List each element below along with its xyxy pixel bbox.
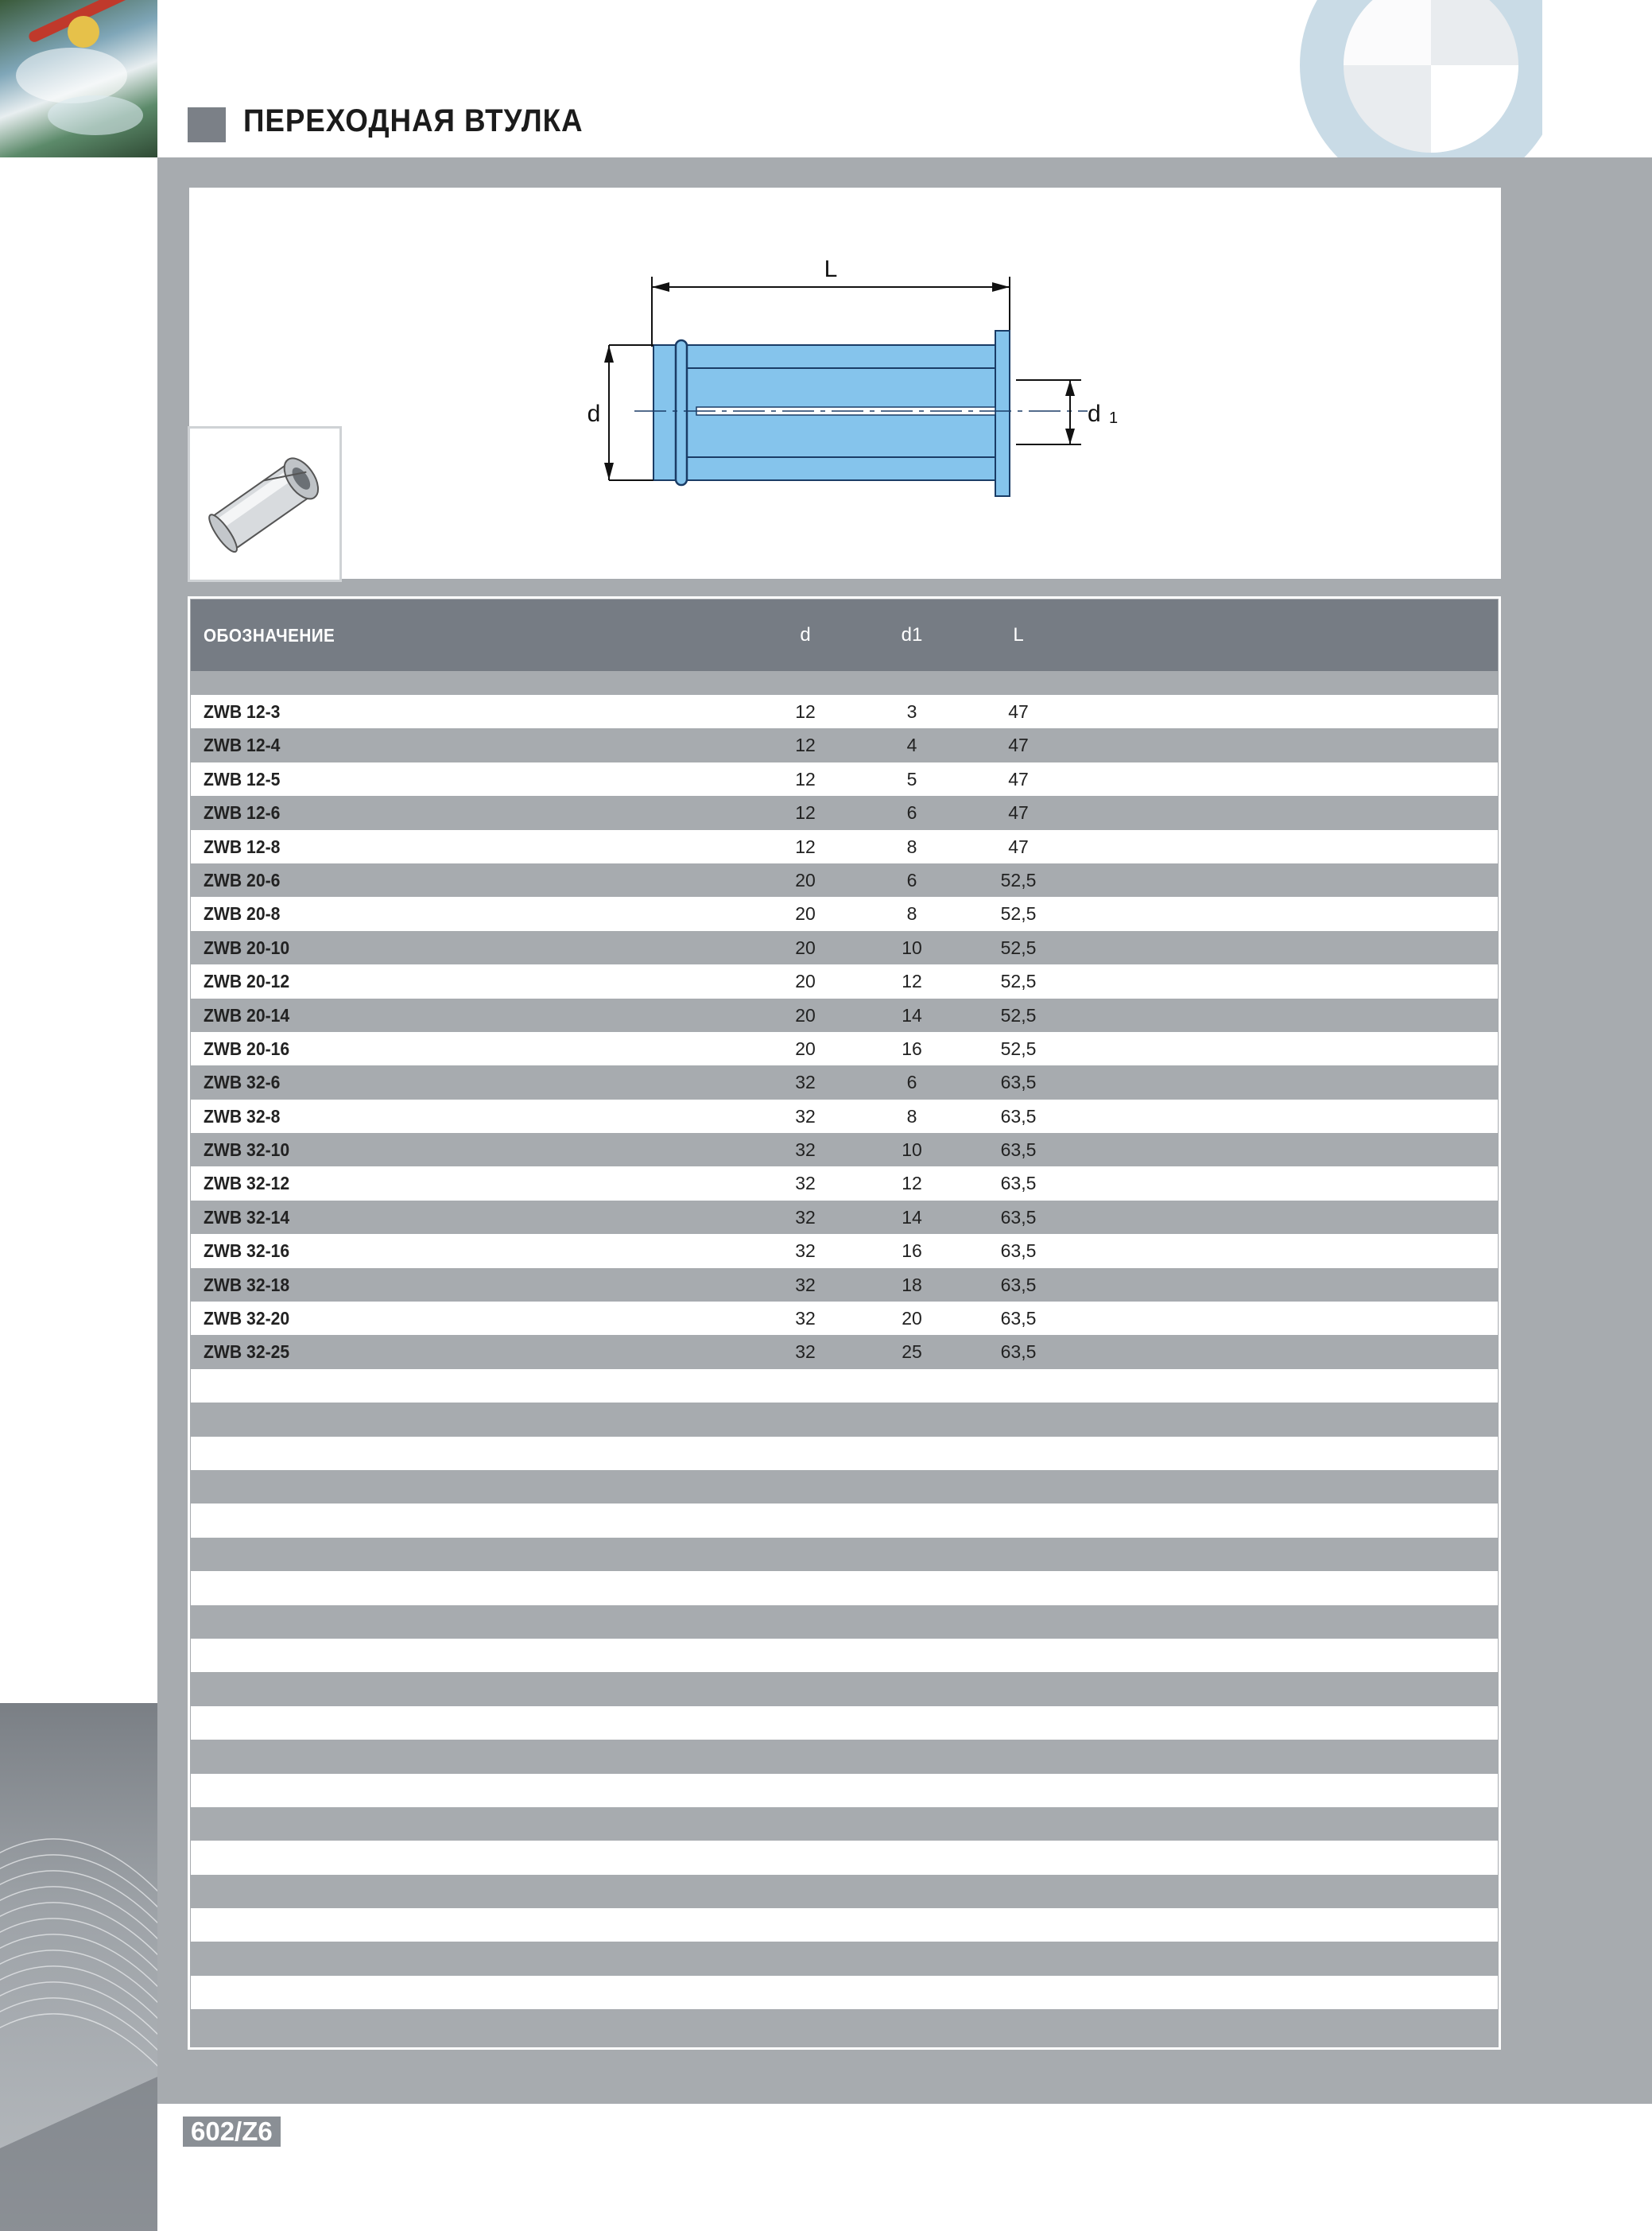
cell-d1: 6	[906, 802, 917, 824]
cell-L: 47	[1008, 836, 1029, 857]
cell-L: 63,5	[1000, 1308, 1037, 1329]
table-row	[191, 1234, 1498, 1267]
table-row	[191, 1100, 1498, 1133]
cell-d1: 14	[902, 1004, 922, 1026]
header-logo-graphic	[1280, 0, 1542, 157]
cell-d1: 25	[902, 1341, 922, 1363]
cell-designation: ZWB 20-16	[204, 1038, 290, 1059]
cell-designation: ZWB 20-10	[204, 937, 290, 958]
table-row	[191, 1942, 1498, 1975]
table-row	[191, 1470, 1498, 1504]
cell-L: 63,5	[1000, 1274, 1037, 1295]
header-square-marker	[188, 107, 226, 142]
cell-d: 12	[795, 836, 816, 857]
cell-designation: ZWB 32-20	[204, 1308, 290, 1329]
table-row	[191, 1335, 1498, 1368]
table-row	[191, 1032, 1498, 1065]
cell-d1: 5	[906, 768, 917, 790]
table-row	[191, 1605, 1498, 1639]
cell-d1: 18	[902, 1274, 922, 1295]
cell-L: 47	[1008, 701, 1029, 722]
cell-designation: ZWB 12-4	[204, 735, 281, 756]
cell-d1: 10	[902, 1139, 922, 1161]
cell-L: 63,5	[1000, 1341, 1037, 1363]
cell-d: 20	[795, 937, 816, 958]
spec-table-header	[191, 599, 1498, 671]
cell-L: 63,5	[1000, 1139, 1037, 1161]
label-d: d	[587, 401, 601, 427]
table-row	[191, 1133, 1498, 1166]
cell-d1: 4	[906, 735, 917, 756]
cell-L: 47	[1008, 768, 1029, 790]
cell-L: 47	[1008, 802, 1029, 824]
cell-d: 32	[795, 1206, 816, 1228]
table-row	[191, 1807, 1498, 1841]
table-row	[191, 999, 1498, 1032]
table-row	[191, 796, 1498, 829]
table-row	[191, 1504, 1498, 1537]
cell-designation: ZWB 20-8	[204, 903, 281, 925]
cell-L: 52,5	[1000, 869, 1037, 890]
cell-designation: ZWB 20-6	[204, 869, 281, 890]
cell-designation: ZWB 32-12	[204, 1173, 290, 1194]
cell-d1: 14	[902, 1206, 922, 1228]
cell-L: 52,5	[1000, 1004, 1037, 1026]
cell-d1: 8	[906, 836, 917, 857]
table-row	[191, 1166, 1498, 1200]
table-row	[191, 863, 1498, 897]
cell-L: 63,5	[1000, 1072, 1037, 1093]
cell-d1: 20	[902, 1308, 922, 1329]
cell-d1: 6	[906, 1072, 917, 1093]
cell-L: 63,5	[1000, 1105, 1037, 1127]
cell-d: 32	[795, 1274, 816, 1295]
cell-d1: 12	[902, 971, 922, 992]
technical-drawing	[189, 188, 1501, 579]
column-header-d: d	[800, 624, 811, 646]
table-row	[191, 1875, 1498, 1908]
cell-designation: ZWB 32-25	[204, 1341, 290, 1363]
cell-L: 52,5	[1000, 903, 1037, 925]
table-row	[191, 1437, 1498, 1470]
table-row	[191, 1201, 1498, 1234]
table-row	[191, 1403, 1498, 1436]
cell-designation: ZWB 20-12	[204, 971, 290, 992]
table-row	[191, 1268, 1498, 1302]
cell-L: 63,5	[1000, 1240, 1037, 1262]
cell-L: 52,5	[1000, 1038, 1037, 1059]
cell-d: 12	[795, 768, 816, 790]
cell-designation: ZWB 12-6	[204, 802, 281, 824]
table-row	[191, 1672, 1498, 1705]
table-row	[191, 1908, 1498, 1942]
cell-d: 32	[795, 1139, 816, 1161]
table-row	[191, 964, 1498, 998]
cell-d: 32	[795, 1308, 816, 1329]
table-row	[191, 2009, 1498, 2043]
page-title: ПЕРЕХОДНАЯ ВТУЛКА	[243, 103, 584, 138]
cell-d1: 3	[906, 701, 917, 722]
cell-L: 47	[1008, 735, 1029, 756]
spec-table-body	[191, 695, 1498, 2043]
cell-d1: 16	[902, 1038, 922, 1059]
cell-d1: 12	[902, 1173, 922, 1194]
cell-designation: ZWB 12-3	[204, 701, 281, 722]
cell-L: 52,5	[1000, 971, 1037, 992]
cell-designation: ZWB 32-14	[204, 1206, 290, 1228]
table-row	[191, 1774, 1498, 1807]
page-number: 602/Z6	[183, 2117, 281, 2147]
cell-d1: 16	[902, 1240, 922, 1262]
cell-designation: ZWB 32-16	[204, 1240, 290, 1262]
cell-designation: ZWB 12-8	[204, 836, 281, 857]
cell-designation: ZWB 32-10	[204, 1139, 290, 1161]
table-row	[191, 1976, 1498, 2009]
column-header-d1: d1	[901, 624, 923, 646]
table-row	[191, 728, 1498, 762]
cell-d: 20	[795, 869, 816, 890]
table-row	[191, 762, 1498, 796]
cell-d: 12	[795, 802, 816, 824]
table-row	[191, 1740, 1498, 1773]
table-row	[191, 931, 1498, 964]
cell-L: 52,5	[1000, 937, 1037, 958]
cell-designation: ZWB 20-14	[204, 1004, 290, 1026]
table-row	[191, 1302, 1498, 1335]
cell-d1: 8	[906, 1105, 917, 1127]
cell-designation: ZWB 32-6	[204, 1072, 281, 1093]
cell-d: 32	[795, 1173, 816, 1194]
cell-L: 63,5	[1000, 1173, 1037, 1194]
cell-d: 20	[795, 971, 816, 992]
cell-designation: ZWB 12-5	[204, 768, 281, 790]
cell-d: 32	[795, 1240, 816, 1262]
label-d1: d	[1088, 401, 1101, 427]
cell-d1: 10	[902, 937, 922, 958]
table-row	[191, 1369, 1498, 1403]
cell-d1: 6	[906, 869, 917, 890]
label-L: L	[824, 256, 838, 282]
table-row	[191, 1571, 1498, 1604]
table-row	[191, 1065, 1498, 1099]
cell-designation: ZWB 32-8	[204, 1105, 281, 1127]
column-header-designation: ОБОЗНАЧЕНИЕ	[204, 625, 335, 646]
table-row	[191, 695, 1498, 728]
product-thumbnail	[188, 426, 342, 582]
cell-d: 20	[795, 1038, 816, 1059]
cell-d: 20	[795, 1004, 816, 1026]
table-row	[191, 897, 1498, 930]
table-row	[191, 1538, 1498, 1571]
label-d1-subscript: 1	[1109, 409, 1119, 427]
cell-d: 32	[795, 1072, 816, 1093]
cell-d1: 8	[906, 903, 917, 925]
table-row	[191, 1706, 1498, 1740]
cell-d: 12	[795, 735, 816, 756]
cell-d: 20	[795, 903, 816, 925]
table-row	[191, 1639, 1498, 1672]
cell-d: 32	[795, 1105, 816, 1127]
table-row	[191, 830, 1498, 863]
cell-L: 63,5	[1000, 1206, 1037, 1228]
cell-d: 32	[795, 1341, 816, 1363]
column-header-L: L	[1013, 624, 1024, 646]
kayak-photo	[0, 0, 157, 157]
cell-d: 12	[795, 701, 816, 722]
cell-designation: ZWB 32-18	[204, 1274, 290, 1295]
decorative-wave-pattern	[0, 1703, 157, 2231]
table-row	[191, 1841, 1498, 1874]
